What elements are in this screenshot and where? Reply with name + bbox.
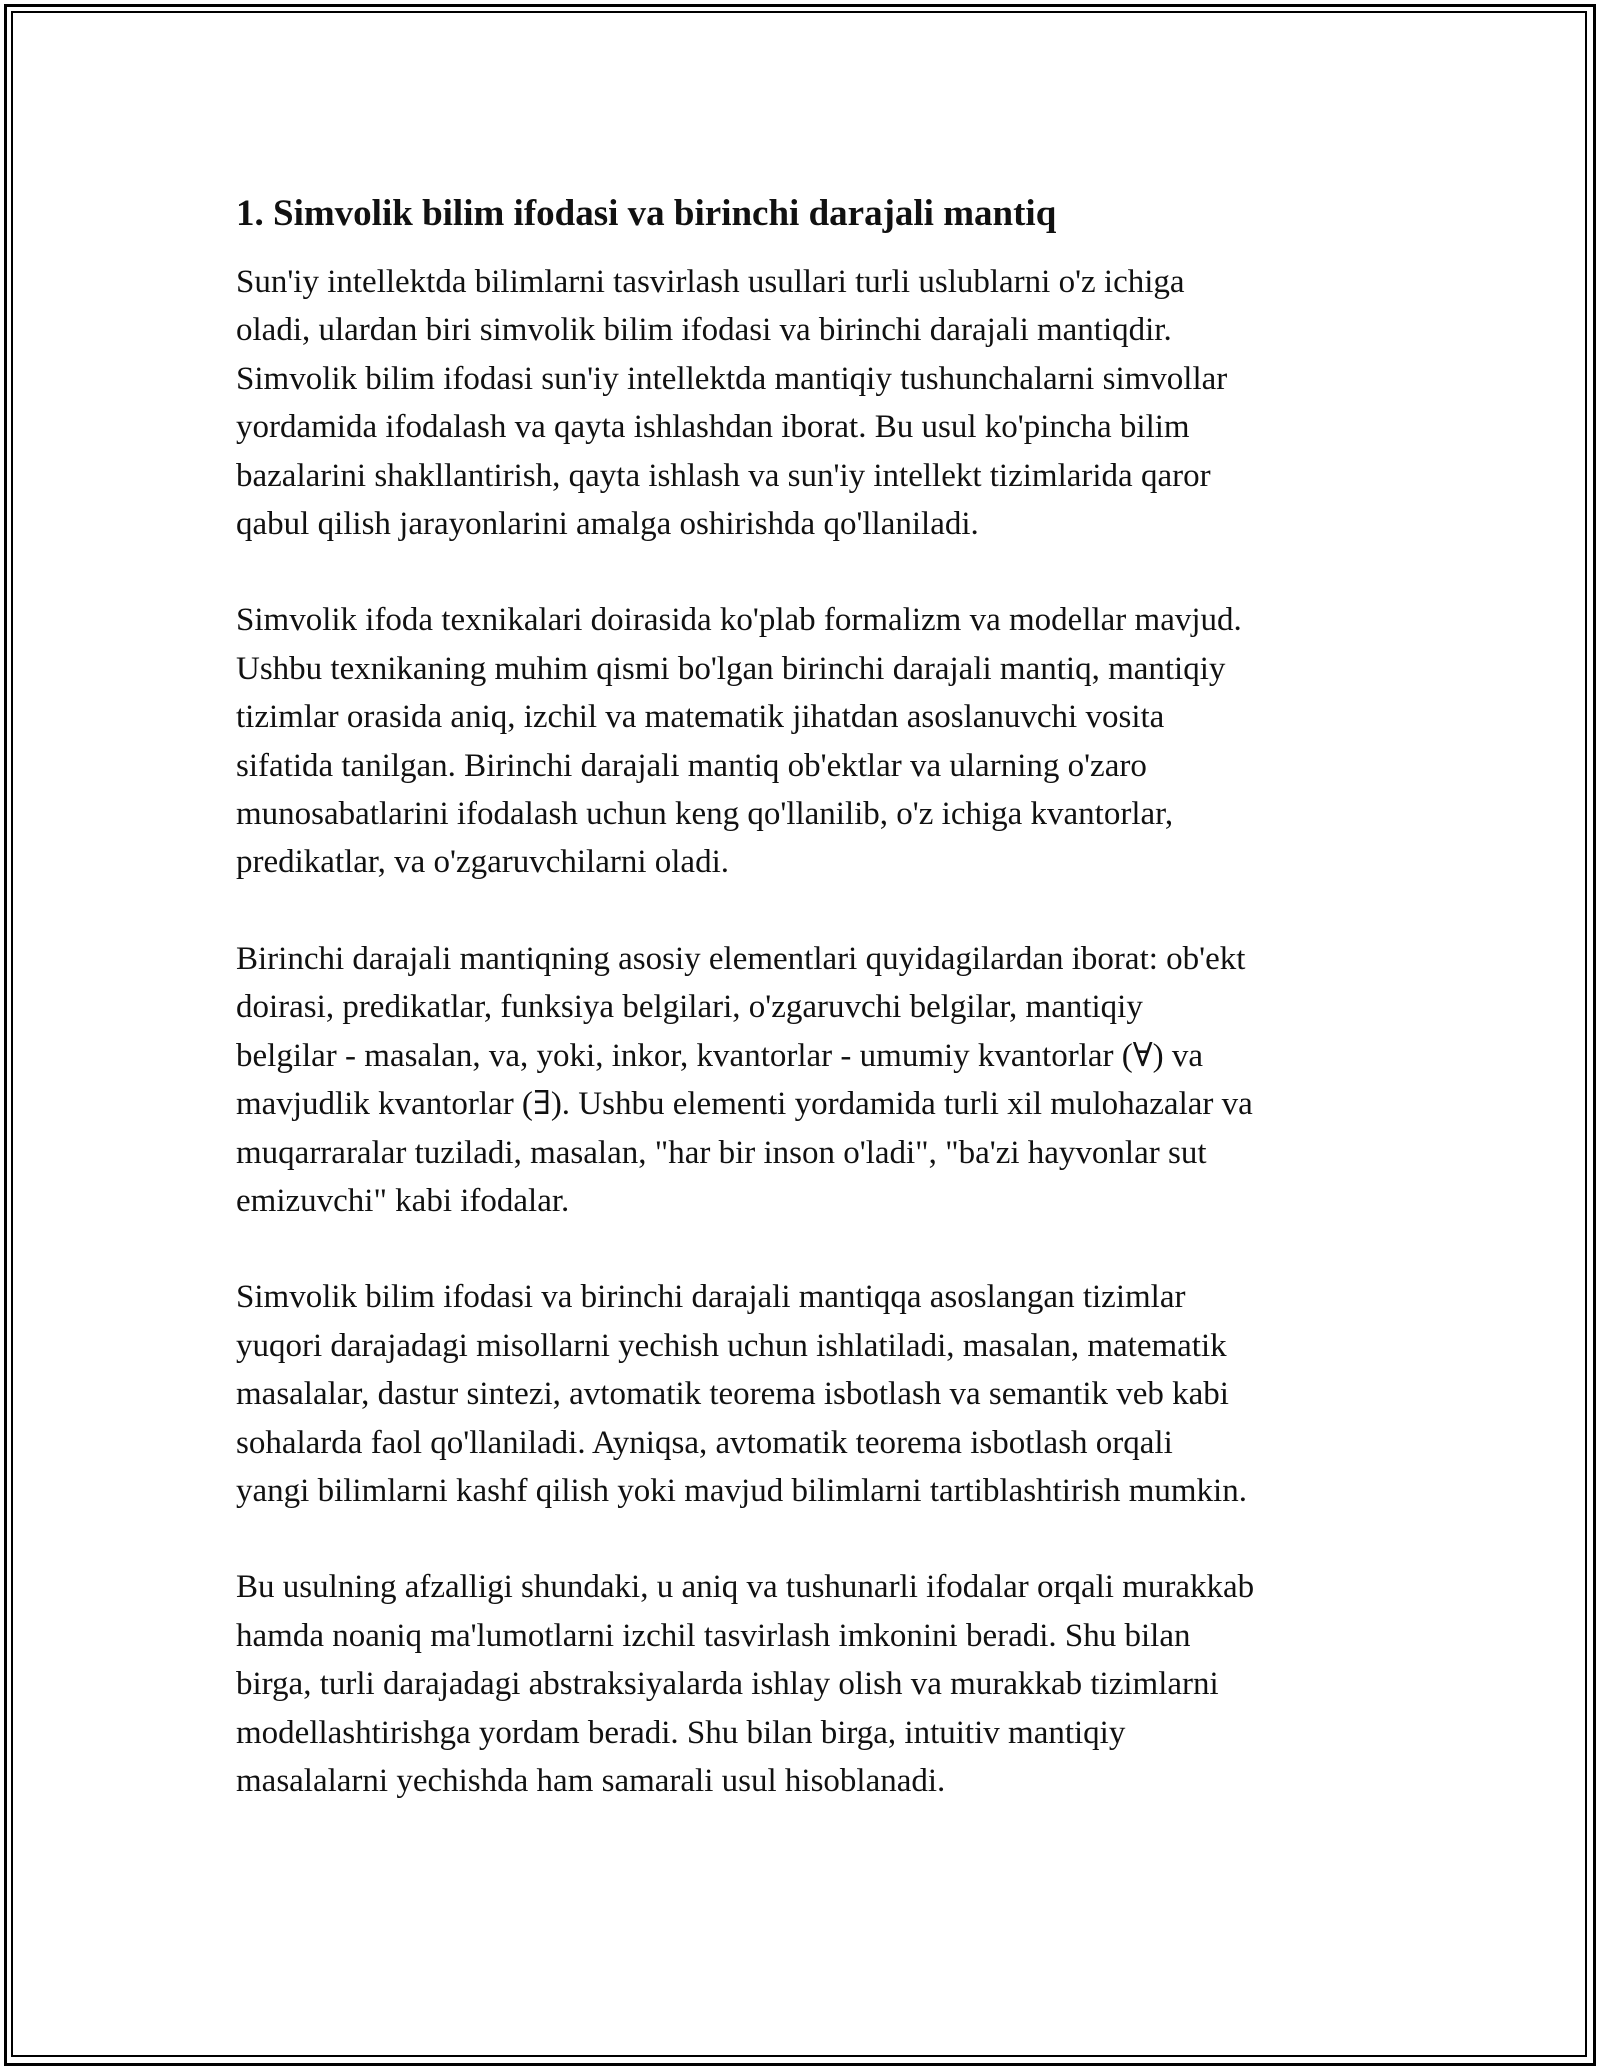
text-line: oladi, ulardan biri simvolik bilim ifodasi va birinchi darajali mantiqdir. (236, 312, 1172, 349)
text-line: modellashtirishga yordam beradi. Shu bilan birga, intuitiv mantiqiy (236, 1714, 1126, 1751)
text-line: qabul qilish jarayonlarini amalga oshirishda qo'llaniladi. (236, 506, 979, 543)
text-line: emizuvchi" kabi ifodalar. (236, 1182, 570, 1219)
text-line: muqarraralar tuziladi, masalan, "har bir inson o'ladi", "ba'zi hayvonlar sut (236, 1134, 1207, 1171)
text-line: doirasi, predikatlar, funksiya belgilari, o'zgaruvchi belgilar, mantiqiy (236, 989, 1143, 1026)
text-line: masalalarni yechishda ham samarali usul hisoblanadi. (236, 1762, 946, 1799)
text-line: predikatlar, va o'zgaruvchilarni oladi. (236, 844, 730, 881)
text-line: munosabatlarini ifodalash uchun keng qo'llanilib, o'z ichiga kvantorlar, (236, 796, 1174, 833)
text-line: Birinchi darajali mantiqning asosiy elementlari quyidagilardan iborat: ob'ekt (236, 940, 1246, 977)
text-line: mavjudlik kvantorlar (∃). Ushbu elementi yordamida turli xil mulohazalar va (236, 1086, 1253, 1123)
text-line: Ushbu texnikaning muhim qismi bo'lgan birinchi darajali mantiq, mantiqiy (236, 650, 1226, 687)
paragraph-2 (236, 596, 1386, 886)
text-line: Simvolik bilim ifodasi sun'iy intellektda mantiqiy tushunchalarni simvollar (236, 360, 1228, 397)
text-line: bazalarini shakllantirish, qayta ishlash va sun'iy intellekt tizimlarida qaror (236, 457, 1211, 494)
text-line: Sun'iy intellektda bilimlarni tasvirlash usullari turli uslublarni o'z ichiga (236, 264, 1185, 300)
text-line: sohalarda faol qo'llaniladi. Ayniqsa, avtomatik teorema isbotlash orqali (236, 1424, 1173, 1461)
text-line: hamda noaniq ma'lumotlarni izchil tasvirlash imkonini beradi. Shu bilan (236, 1617, 1191, 1654)
text-line: Simvolik bilim ifodasi va birinchi darajali mantiqqa asoslangan tizimlar (236, 1279, 1186, 1316)
text-line: Bu usulning afzalligi shundaki, u aniq va tushunarli ifodalar orqali murakkab (236, 1569, 1255, 1606)
paragraph-5 (236, 1563, 1386, 1805)
text-line: birga, turli darajadagi abstraksiyalarda ishlay olish va murakkab tizimlarni (236, 1666, 1219, 1703)
text-line: yuqori darajadagi misollarni yechish uchun ishlatiladi, masalan, matematik (236, 1327, 1227, 1364)
text-line: sifatida tanilgan. Birinchi darajali mantiq ob'ektlar va ularning o'zaro (236, 747, 1147, 784)
section-title: 1. Simvolik bilim ifodasi va birinchi darajali mantiq (236, 193, 1057, 234)
paragraph-4 (236, 1273, 1386, 1515)
text-line: Simvolik ifoda texnikalari doirasida ko'plab formalizm va modellar mavjud. (236, 602, 1242, 639)
text-line: belgilar - masalan, va, yoki, inkor, kvantorlar - umumiy kvantorlar (∀) va (236, 1037, 1204, 1074)
text-line: yordamida ifodalash va qayta ishlashdan iborat. Bu usul ko'pincha bilim (236, 409, 1190, 446)
paragraph-1 (236, 258, 1386, 548)
text-line: tizimlar orasida aniq, izchil va matematik jihatdan asoslanuvchi vosita (236, 699, 1165, 736)
text-line: yangi bilimlarni kashf qilish yoki mavjud bilimlarni tartiblashtirish mumkin. (236, 1472, 1247, 1509)
text-line: masalalar, dastur sintezi, avtomatik teorema isbotlash va semantik veb kabi (236, 1376, 1229, 1413)
document-body (236, 190, 1386, 1853)
paragraph-3 (236, 935, 1386, 1225)
